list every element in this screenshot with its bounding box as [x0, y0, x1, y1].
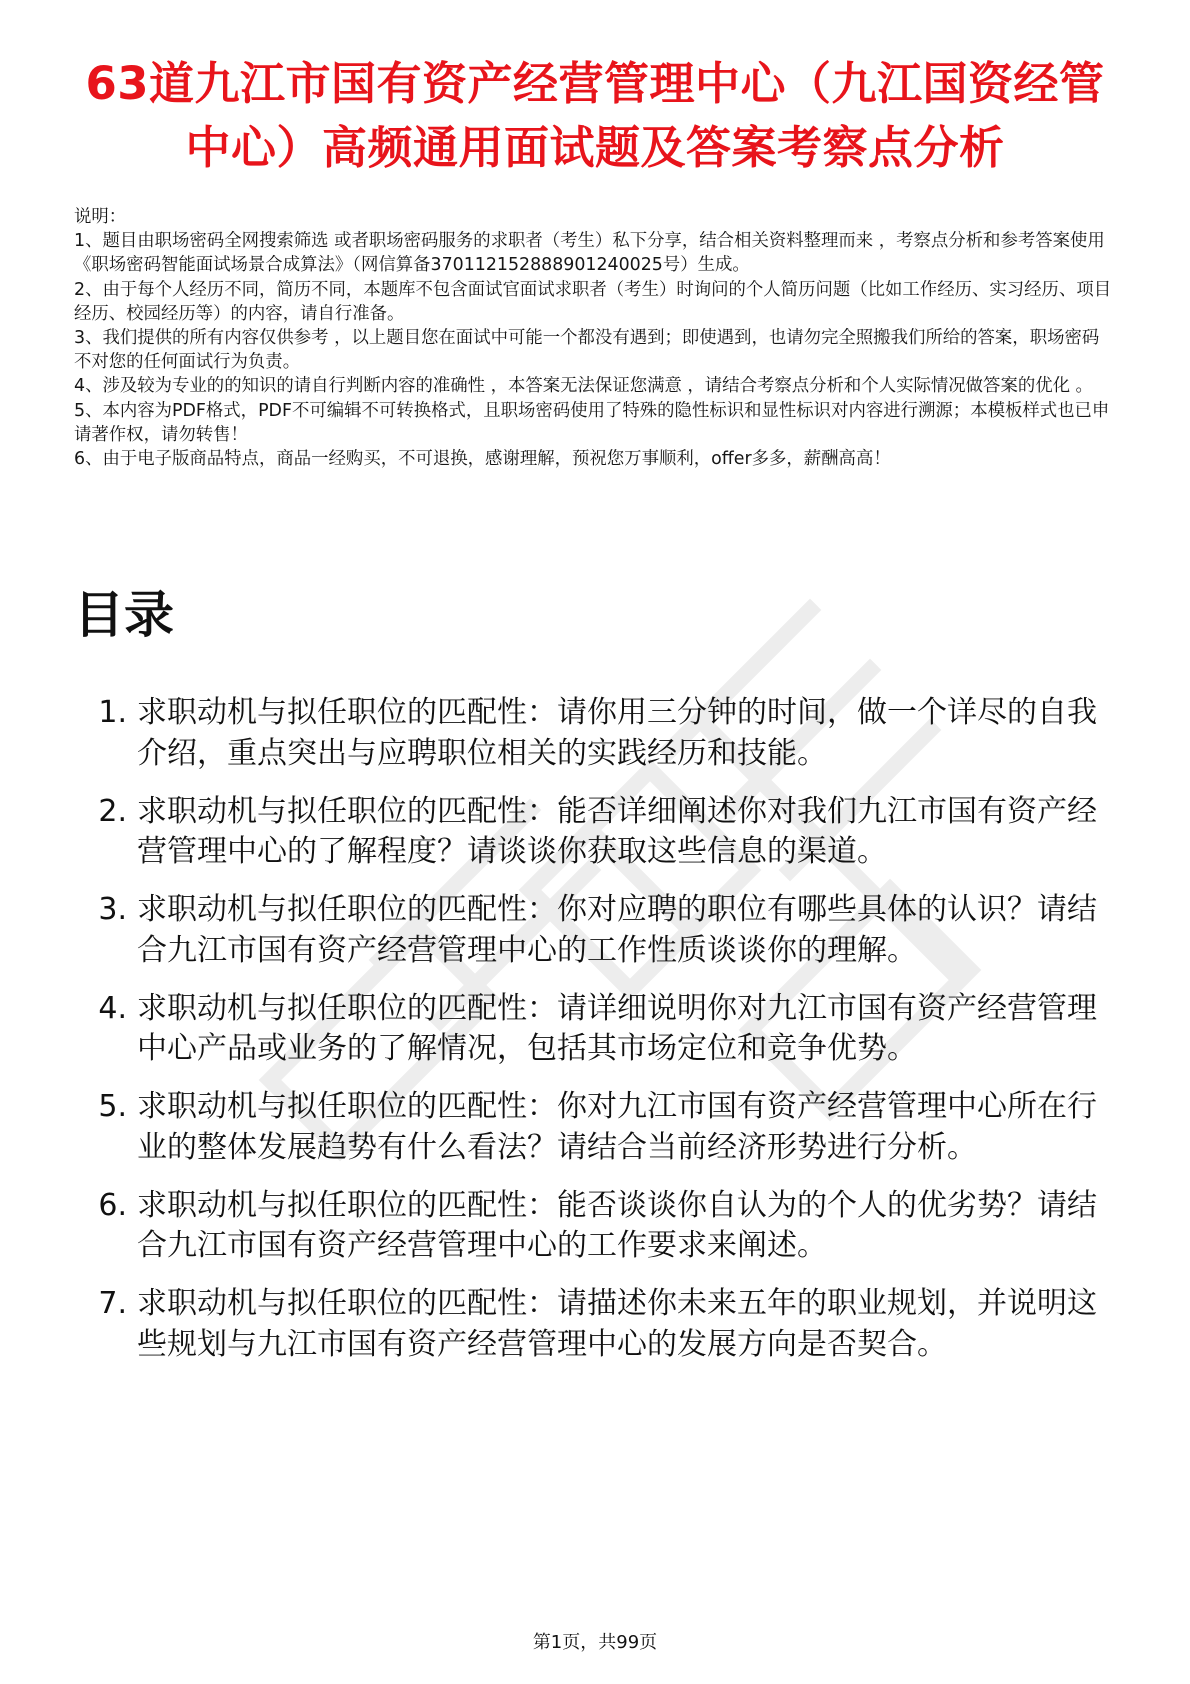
toc-item-number: 3. — [98, 892, 127, 927]
toc-item-text[interactable]: 求职动机与拟任职位的匹配性：请详细说明你对九江市国有资产经营管理中心产品或业务的了解情况，包括其市场定位和竞争优势。 — [137, 990, 1097, 1066]
toc-item[interactable] — [74, 989, 1114, 1070]
toc-item[interactable] — [74, 792, 1114, 873]
toc-item-number: 6. — [98, 1187, 127, 1223]
toc-item-number: 4. — [98, 990, 127, 1026]
toc-item[interactable] — [74, 1284, 1114, 1365]
note-item: 3、我们提供的所有内容仅供参考 ，以上题目您在面试中可能一个都没有遇到；即使遇到，也请勿完全照搬我们所给的答案，职场密码不对您的任何面试行为负责。 — [74, 328, 1100, 373]
toc-item-text[interactable]: 求职动机与拟任职位的匹配性：你对应聘的职位有哪些具体的认识？请结合九江市国有资产经营管理中心的工作性质谈谈你的理解。 — [137, 892, 1097, 968]
note-item: 5、本内容为PDF格式，PDF不可编辑不可转换格式，且职场密码使用了特殊的隐性标识和显性标识对内容进行溯源；本模板样式也已申请著作权，请勿转售！ — [74, 400, 1110, 445]
notes-heading: 说明： — [74, 207, 127, 227]
toc-item[interactable] — [74, 1087, 1114, 1168]
toc-item[interactable] — [74, 693, 1114, 774]
toc-item-number: 2. — [98, 793, 127, 829]
toc-item-number: 7. — [98, 1286, 127, 1321]
note-item: 2、由于每个人经历不同，简历不同，本题库不包含面试官面试求职者（考生）时询问的个人简历问题（比如工作经历、实习经历、项目经历、校园经历等）的内容，请自行准备。 — [74, 279, 1112, 324]
toc-item-text[interactable]: 求职动机与拟任职位的匹配性：请你用三分钟的时间，做一个详尽的自我介绍，重点突出与应聘职位相关的实践经历和技能。 — [137, 695, 1097, 771]
note-item: 4、涉及较为专业的的知识的请自行判断内容的准确性 ，本答案无法保证您满意 ，请结合考察点分析和个人实际情况做答案的优化 。 — [74, 376, 1093, 397]
toc-item-text[interactable]: 求职动机与拟任职位的匹配性：你对九江市国有资产经营管理中心所在行业的整体发展趋势有什么看法？请结合当前经济形势进行分析。 — [137, 1089, 1097, 1165]
note-item: 1、题目由职场密码全网搜索筛选 或者职场密码服务的求职者（考生）私下分享，结合相关资料整理而来 ，考察点分析和参考答案使用《职场密码智能面试场景合成算法》（网信算备370112152888901240025号）生成。 — [74, 231, 1105, 276]
toc-item[interactable] — [74, 1186, 1114, 1267]
toc-item-text[interactable]: 求职动机与拟任职位的匹配性：能否谈谈你自认为的个人的优劣势？请结合九江市国有资产经营管理中心的工作要求来阐述。 — [137, 1187, 1097, 1263]
toc-item-number: 1. — [98, 695, 127, 730]
toc-item[interactable] — [74, 890, 1114, 971]
toc-item-text[interactable]: 求职动机与拟任职位的匹配性：能否详细阐述你对我们九江市国有资产经营管理中心的了解程度？请谈谈你获取这些信息的渠道。 — [137, 793, 1097, 869]
notes-section — [74, 205, 1114, 471]
toc-list — [74, 693, 1114, 1383]
toc-item-number: 5. — [98, 1089, 127, 1124]
toc-item-text[interactable]: 求职动机与拟任职位的匹配性：请描述你未来五年的职业规划，并说明这些规划与九江市国有资产经营管理中心的发展方向是否契合。 — [137, 1286, 1097, 1362]
document-title: 63道九江市国有资产经营管理中心（九江国资经管中心）高频通用面试题及答案考察点分析 — [85, 57, 1105, 174]
toc-heading: 目录 — [74, 586, 174, 644]
note-item: 6、由于电子版商品特点，商品一经购买，不可退换，感谢理解，预祝您万事顺利，offer多多，薪酬高高！ — [74, 449, 891, 470]
page-number-footer: 第1页，共99页 — [532, 1632, 658, 1653]
